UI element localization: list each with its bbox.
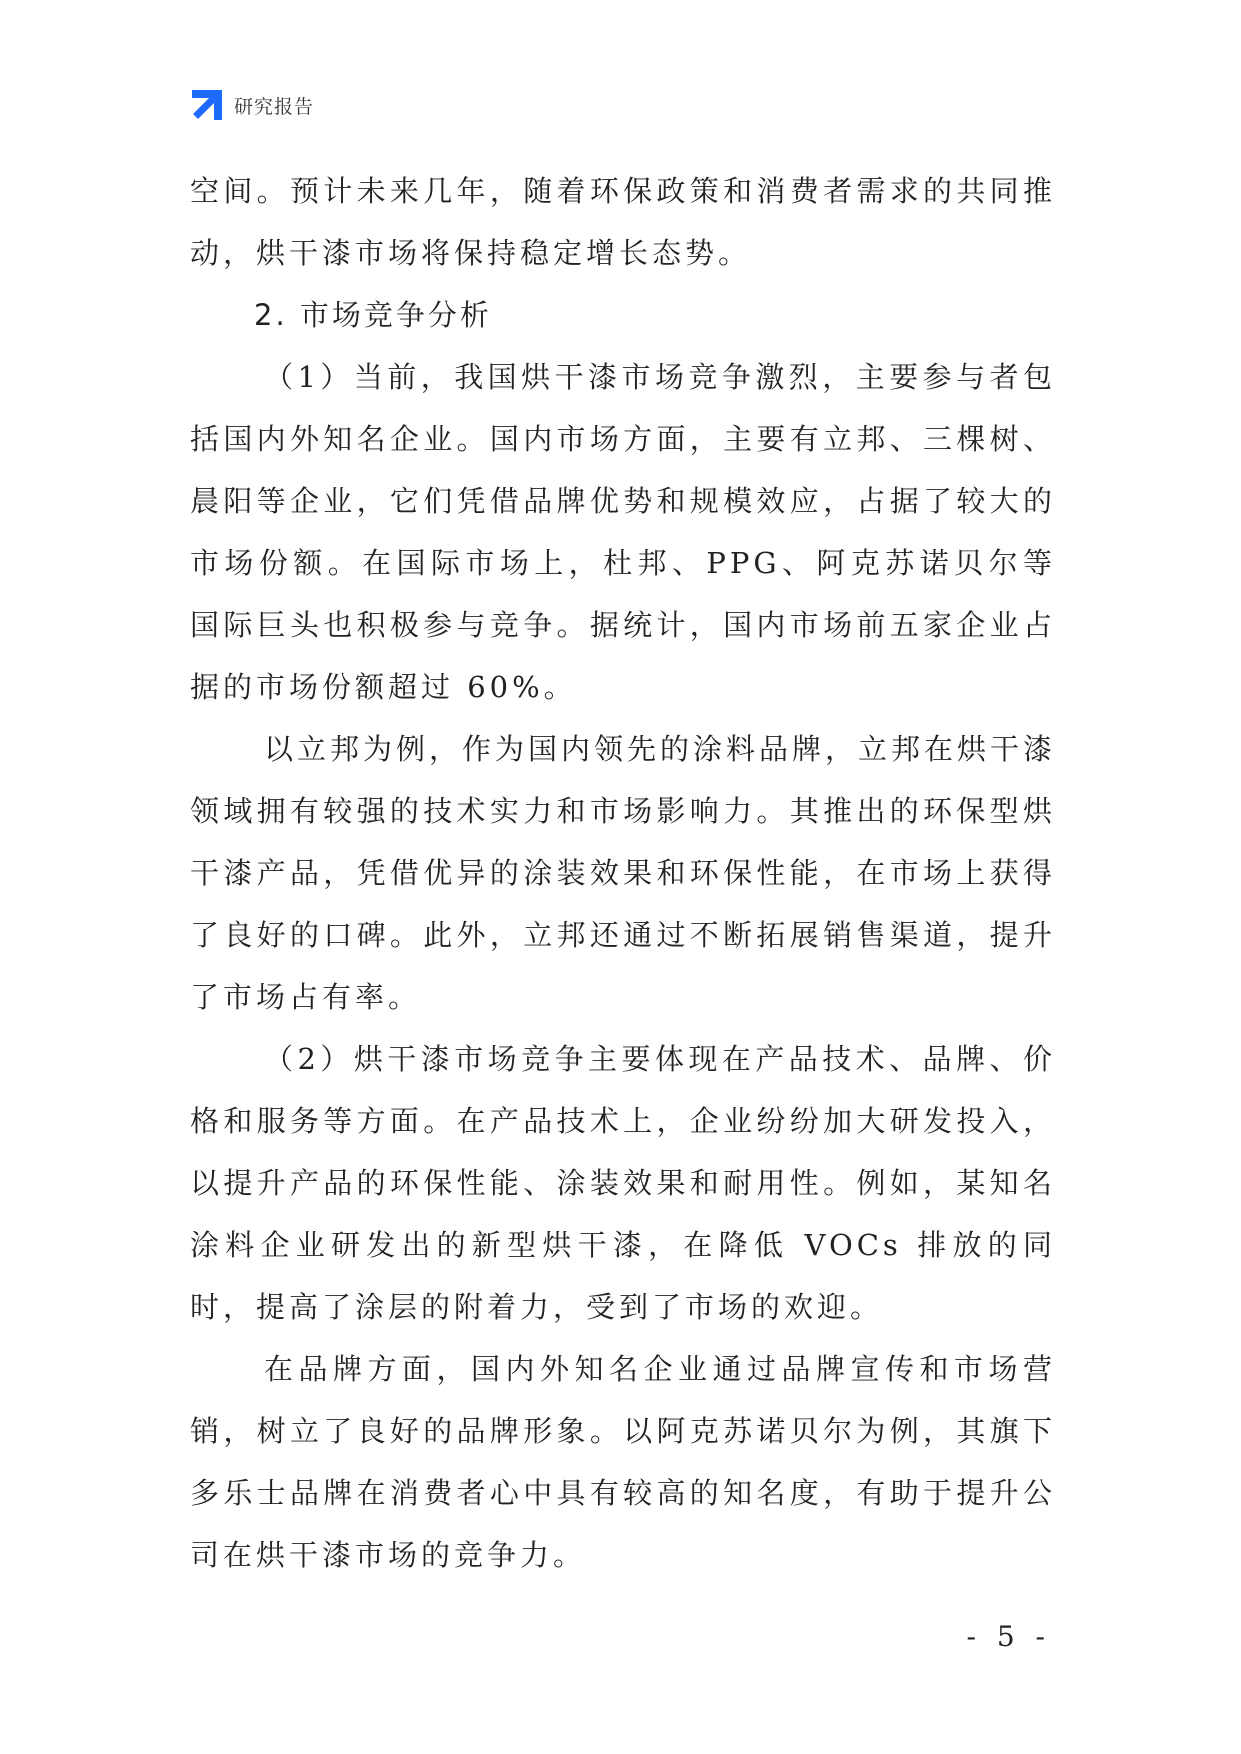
page-number: - 5 - [966,1620,1051,1653]
report-label: 研究报告 [234,95,315,118]
paragraph-competition-overview: （1）当前，我国烘干漆市场竞争激烈，主要参与者包括国内外知名企业。国内市场方面，主要有立邦、三棵树、晨阳等企业，它们凭借品牌优势和规模效应，占据了较大的市场份额。在国际市场上，杜邦、PPG、阿克苏诺贝尔等国际巨头也积极参与竞争。据统计，国内市场前五家企业占据的市场份额超过 60%。 [190,360,1056,704]
arrow-logo-icon [190,88,224,122]
document-body [190,160,1056,1586]
section-heading: 2. 市场竞争分析 [254,298,492,332]
paragraph-brand-aspect: 在品牌方面，国内外知名企业通过品牌宣传和市场营销，树立了良好的品牌形象。以阿克苏诺贝尔为例，其旗下多乐士品牌在消费者心中具有较高的知名度，有助于提升公司在烘干漆市场的竞争力。 [190,1352,1056,1572]
paragraph-nippon-example: 以立邦为例，作为国内领先的涂料品牌，立邦在烘干漆领域拥有较强的技术实力和市场影响力。其推出的环保型烘干漆产品，凭借优异的涂装效果和环保性能，在市场上获得了良好的口碑。此外，立邦还通过不断拓展销售渠道，提升了市场占有率。 [190,732,1057,1014]
paragraph-continuation: 空间。预计未来几年，随着环保政策和消费者需求的共同推动，烘干漆市场将保持稳定增长态势。 [190,174,1056,270]
paragraph-competition-aspects: （2）烘干漆市场竞争主要体现在产品技术、品牌、价格和服务等方面。在产品技术上，企业纷纷加大研发投入，以提升产品的环保性能、涂装效果和耐用性。例如，某知名涂料企业研发出的新型烘干漆，在降低 VOCs 排放的同时，提高了涂层的附着力，受到了市场的欢迎。 [190,1042,1056,1324]
page-header [190,88,314,122]
